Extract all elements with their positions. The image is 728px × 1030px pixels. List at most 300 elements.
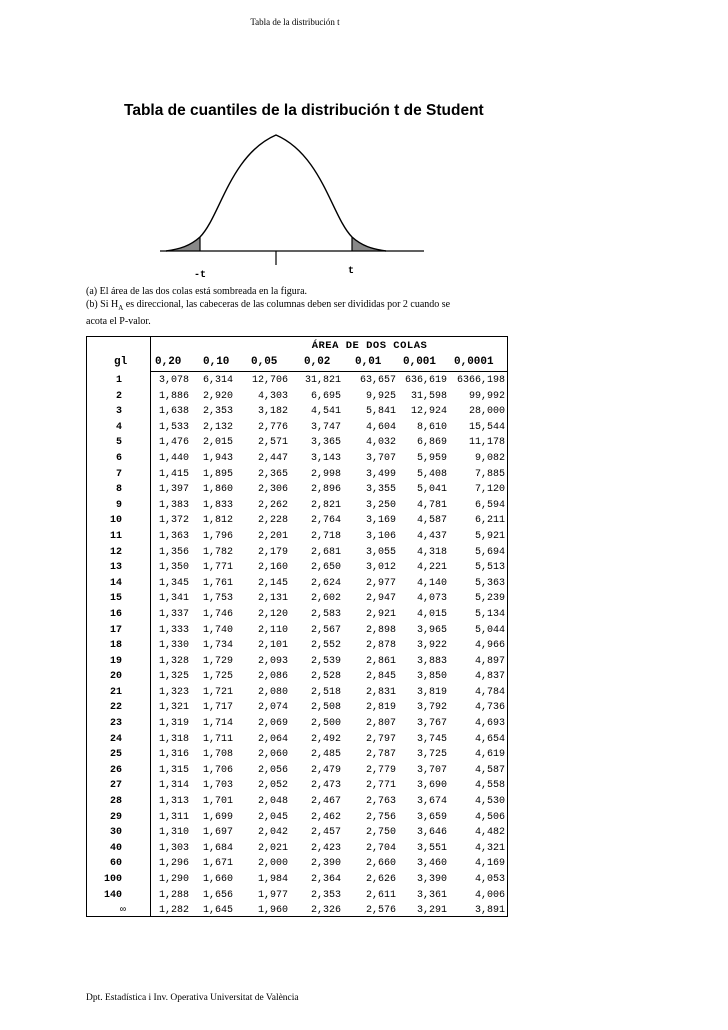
table-header-row [87, 356, 507, 371]
header-col-0: 0,20 [155, 356, 182, 368]
row-gl: 17 [109, 624, 122, 636]
row-value: 1,725 [202, 671, 233, 683]
table-row [87, 841, 507, 857]
row-value: 1,328 [158, 655, 189, 667]
row-value: 4,140 [416, 577, 447, 589]
table-row [87, 763, 507, 779]
row-value: 2,797 [365, 733, 396, 745]
row-value: 2,060 [257, 749, 288, 761]
row-value: 2,120 [257, 608, 288, 620]
left-t-label: -t [194, 270, 207, 281]
row-value: 2,365 [257, 468, 288, 480]
note-b-subscript: A [118, 304, 124, 312]
row-value: 3,361 [416, 889, 447, 901]
table-row [87, 404, 507, 420]
row-value: 1,397 [158, 484, 189, 496]
row-value: 2,473 [310, 780, 341, 792]
row-value: 1,314 [158, 780, 189, 792]
row-value: 2,467 [310, 796, 341, 808]
row-value: 1,319 [158, 718, 189, 730]
right-t-label: t [348, 266, 355, 277]
row-value: 2,861 [365, 655, 396, 667]
table-row [87, 545, 507, 561]
row-gl: 30 [109, 827, 122, 839]
row-value: 4,654 [474, 733, 505, 745]
row-value: 5,239 [474, 593, 505, 605]
row-value: 2,921 [365, 608, 396, 620]
row-value: 4,837 [474, 671, 505, 683]
row-value: 2,326 [310, 905, 341, 917]
row-value: 12,706 [251, 375, 288, 386]
row-value: 3,106 [365, 530, 396, 542]
row-value: 2,000 [257, 858, 288, 870]
row-value: 1,476 [158, 437, 189, 449]
table-row [87, 669, 507, 685]
row-value: 2,898 [365, 624, 396, 636]
row-value: 2,364 [310, 874, 341, 885]
table-row [87, 513, 507, 529]
row-value: 2,764 [310, 515, 341, 527]
row-value: 31,598 [410, 390, 447, 402]
row-value: 2,064 [257, 733, 288, 745]
row-value: 2,086 [257, 671, 288, 683]
row-gl: 18 [109, 640, 122, 652]
row-value: 4,006 [474, 889, 505, 901]
table-row [87, 435, 507, 451]
table-row [87, 732, 507, 748]
row-value: 1,290 [158, 874, 189, 885]
row-value: 2,492 [310, 733, 341, 745]
row-gl: 2 [115, 390, 122, 402]
row-value: 2,704 [365, 842, 396, 854]
row-gl: 27 [109, 780, 122, 792]
row-value: 4,587 [416, 515, 447, 527]
row-value: 1,740 [202, 624, 233, 636]
row-gl: 9 [115, 499, 122, 511]
row-value: 2,080 [257, 686, 288, 698]
row-gl: 40 [109, 842, 122, 854]
row-value: 3,883 [416, 655, 447, 667]
row-value: 2,776 [257, 421, 288, 433]
row-value: 4,303 [257, 390, 288, 402]
left-tail-shade [166, 237, 200, 251]
row-value: 2,756 [365, 811, 396, 823]
row-value: 1,684 [202, 842, 233, 854]
row-value: 2,650 [310, 562, 341, 574]
row-gl: 4 [115, 421, 122, 433]
row-value: 8,610 [416, 421, 447, 433]
table-row [87, 716, 507, 732]
row-value: 4,897 [474, 655, 505, 667]
page-footer: Dpt. Estadística i Inv. Operativa Universitat de València [86, 993, 299, 1003]
row-value: 3,674 [416, 796, 447, 808]
row-value: 5,959 [416, 452, 447, 464]
row-value: 3,390 [416, 874, 447, 885]
table-row [87, 778, 507, 794]
row-value: 1,533 [158, 421, 189, 433]
row-value: 2,763 [365, 796, 396, 808]
row-value: 1,782 [202, 546, 233, 558]
row-value: 1,313 [158, 796, 189, 808]
row-value: 1,315 [158, 764, 189, 776]
row-value: 1,671 [202, 858, 233, 870]
t-quantile-table [86, 336, 508, 917]
row-value: 1,656 [202, 889, 233, 901]
table-row [87, 451, 507, 467]
table-row [87, 888, 507, 904]
row-value: 6,594 [474, 499, 505, 511]
row-value: 3,922 [416, 640, 447, 652]
row-value: 31,821 [304, 375, 341, 386]
row-value: 2,045 [257, 811, 288, 823]
row-value: 1,323 [158, 686, 189, 698]
row-value: 5,044 [474, 624, 505, 636]
row-value: 12,924 [410, 406, 447, 418]
row-value: 4,604 [365, 421, 396, 433]
row-value: 4,318 [416, 546, 447, 558]
row-value: 1,703 [202, 780, 233, 792]
row-value: 2,819 [365, 702, 396, 714]
row-value: 1,363 [158, 530, 189, 542]
row-value: 1,746 [202, 608, 233, 620]
table-row [87, 560, 507, 576]
row-value: 1,943 [202, 452, 233, 464]
row-value: 2,552 [310, 640, 341, 652]
row-value: 9,925 [365, 390, 396, 402]
row-value: 2,052 [257, 780, 288, 792]
row-value: 2,069 [257, 718, 288, 730]
row-gl: 23 [109, 718, 122, 730]
row-value: 3,891 [474, 905, 505, 917]
row-gl: 24 [109, 733, 122, 745]
row-value: 2,485 [310, 749, 341, 761]
notes [86, 285, 526, 328]
row-gl: 60 [109, 858, 122, 870]
row-value: 2,611 [365, 889, 396, 901]
table-row [87, 903, 507, 919]
row-value: 15,544 [468, 421, 505, 433]
row-value: 2,423 [310, 842, 341, 854]
row-value: 4,587 [474, 764, 505, 776]
table-row [87, 576, 507, 592]
row-value: 1,729 [202, 655, 233, 667]
row-gl: 20 [109, 671, 122, 683]
note-a: (a) El área de las dos colas está sombreada en la figura. [86, 286, 308, 297]
row-value: 2,015 [202, 437, 233, 449]
row-value: 11,178 [468, 437, 505, 449]
row-value: 2,571 [257, 437, 288, 449]
density-curve [166, 135, 386, 251]
row-value: 3,707 [416, 764, 447, 776]
row-value: 1,311 [158, 811, 189, 823]
row-gl: 15 [109, 593, 122, 605]
row-value: 3,355 [365, 484, 396, 496]
table-caption: ÁREA DE DOS COLAS [311, 340, 428, 352]
row-value: 1,753 [202, 593, 233, 605]
row-value: 6,695 [310, 390, 341, 402]
row-value: 1,316 [158, 749, 189, 761]
header-col-6: 0,0001 [454, 356, 494, 368]
row-value: 1,796 [202, 530, 233, 542]
row-value: 4,541 [310, 406, 341, 418]
table-row [87, 856, 507, 872]
note-c: acota el P-valor. [86, 316, 151, 327]
row-value: 3,499 [365, 468, 396, 480]
row-gl: 28 [109, 796, 122, 808]
row-value: 2,771 [365, 780, 396, 792]
table-row [87, 825, 507, 841]
right-tail-shade [352, 237, 386, 251]
row-value: 7,885 [474, 468, 505, 480]
header-col-2: 0,05 [251, 356, 278, 368]
row-value: 4,693 [474, 718, 505, 730]
row-value: 2,681 [310, 546, 341, 558]
row-value: 2,567 [310, 624, 341, 636]
row-value: 3,745 [416, 733, 447, 745]
row-value: 1,288 [158, 889, 189, 901]
row-value: 4,321 [474, 842, 505, 854]
row-value: 2,750 [365, 827, 396, 839]
row-value: 3,965 [416, 624, 447, 636]
row-value: 2,353 [310, 889, 341, 901]
row-value: 1,711 [202, 733, 233, 745]
row-value: 3,792 [416, 702, 447, 714]
row-value: 1,310 [158, 827, 189, 839]
row-value: 4,736 [474, 702, 505, 714]
row-value: 2,101 [257, 640, 288, 652]
table-row [87, 872, 507, 888]
table-row [87, 638, 507, 654]
row-value: 1,717 [202, 702, 233, 714]
row-value: 2,048 [257, 796, 288, 808]
row-value: 6366,198 [456, 375, 505, 386]
row-value: 2,528 [310, 671, 341, 683]
row-value: 63,657 [359, 375, 396, 386]
row-value: 3,747 [310, 421, 341, 433]
row-value: 2,920 [202, 390, 233, 402]
row-value: 1,701 [202, 796, 233, 808]
page-title: Tabla de cuantiles de la distribución t de Student [124, 102, 484, 119]
header-col-3: 0,02 [304, 356, 331, 368]
row-value: 3,012 [365, 562, 396, 574]
row-value: 2,624 [310, 577, 341, 589]
table-body [87, 373, 507, 919]
row-gl: ∞ [119, 905, 126, 917]
row-value: 2,042 [257, 827, 288, 839]
row-gl: 29 [109, 811, 122, 823]
row-value: 2,998 [310, 468, 341, 480]
row-value: 2,718 [310, 530, 341, 542]
row-value: 2,262 [257, 499, 288, 511]
row-value: 2,131 [257, 593, 288, 605]
row-value: 2,896 [310, 484, 341, 496]
row-gl: 100 [103, 874, 122, 885]
header-col-5: 0,001 [403, 356, 437, 368]
row-value: 2,457 [310, 827, 341, 839]
row-value: 3,707 [365, 452, 396, 464]
row-value: 1,697 [202, 827, 233, 839]
row-gl: 10 [109, 515, 122, 527]
row-value: 99,992 [468, 390, 505, 402]
table-row [87, 420, 507, 436]
row-value: 2,179 [257, 546, 288, 558]
row-value: 3,646 [416, 827, 447, 839]
row-value: 5,134 [474, 608, 505, 620]
row-value: 3,055 [365, 546, 396, 558]
row-value: 4,437 [416, 530, 447, 542]
row-value: 1,341 [158, 593, 189, 605]
row-value: 2,056 [257, 764, 288, 776]
table-row [87, 482, 507, 498]
row-value: 1,706 [202, 764, 233, 776]
row-value: 4,619 [474, 749, 505, 761]
row-gl: 5 [115, 437, 122, 449]
table-row [87, 654, 507, 670]
row-gl: 26 [109, 764, 122, 776]
row-value: 2,145 [257, 577, 288, 589]
row-value: 5,694 [474, 546, 505, 558]
row-value: 4,221 [416, 562, 447, 574]
row-value: 5,408 [416, 468, 447, 480]
row-value: 1,645 [202, 905, 233, 917]
row-value: 3,551 [416, 842, 447, 854]
row-value: 3,143 [310, 452, 341, 464]
row-value: 4,506 [474, 811, 505, 823]
row-value: 3,182 [257, 406, 288, 418]
row-value: 1,356 [158, 546, 189, 558]
row-value: 5,513 [474, 562, 505, 574]
row-gl: 6 [115, 452, 122, 464]
row-value: 6,869 [416, 437, 447, 449]
row-value: 9,082 [474, 452, 505, 464]
row-gl: 25 [109, 749, 122, 761]
row-value: 1,984 [257, 874, 288, 885]
table-row [87, 389, 507, 405]
row-value: 2,479 [310, 764, 341, 776]
table-row [87, 467, 507, 483]
row-value: 1,977 [257, 889, 288, 901]
row-value: 4,053 [474, 874, 505, 885]
row-gl: 21 [109, 686, 122, 698]
row-value: 2,845 [365, 671, 396, 683]
row-value: 2,462 [310, 811, 341, 823]
row-value: 2,807 [365, 718, 396, 730]
row-value: 6,211 [474, 515, 505, 527]
row-value: 3,365 [310, 437, 341, 449]
row-value: 3,725 [416, 749, 447, 761]
table-row [87, 685, 507, 701]
row-value: 5,921 [474, 530, 505, 542]
row-gl: 22 [109, 702, 122, 714]
row-gl: 11 [109, 530, 122, 542]
row-value: 1,345 [158, 577, 189, 589]
row-value: 3,819 [416, 686, 447, 698]
row-value: 3,250 [365, 499, 396, 511]
bell-curve-diagram [152, 125, 432, 285]
row-value: 2,602 [310, 593, 341, 605]
row-value: 2,539 [310, 655, 341, 667]
row-value: 2,626 [365, 874, 396, 885]
row-value: 2,947 [365, 593, 396, 605]
row-value: 4,032 [365, 437, 396, 449]
row-value: 1,321 [158, 702, 189, 714]
row-value: 5,363 [474, 577, 505, 589]
row-gl: 12 [109, 546, 122, 558]
row-value: 3,169 [365, 515, 396, 527]
page-header: Tabla de la distribución t [250, 17, 340, 27]
row-value: 4,966 [474, 640, 505, 652]
row-value: 6,314 [202, 375, 233, 386]
row-value: 3,659 [416, 811, 447, 823]
row-value: 2,160 [257, 562, 288, 574]
row-value: 5,841 [365, 406, 396, 418]
table-row [87, 810, 507, 826]
row-value: 1,330 [158, 640, 189, 652]
header-gl: gl [114, 356, 128, 368]
row-value: 2,508 [310, 702, 341, 714]
row-value: 4,530 [474, 796, 505, 808]
t-distribution-figure [152, 125, 432, 285]
table-row [87, 529, 507, 545]
row-value: 2,074 [257, 702, 288, 714]
row-value: 1,812 [202, 515, 233, 527]
row-value: 1,303 [158, 842, 189, 854]
note-b-suffix: es direccional, las cabeceras de las columnas deben ser divididas por 2 cuando se [123, 299, 451, 310]
table-row [87, 373, 507, 389]
row-value: 2,576 [365, 905, 396, 917]
row-value: 1,296 [158, 858, 189, 870]
row-value: 1,440 [158, 452, 189, 464]
row-gl: 8 [115, 484, 122, 496]
row-value: 1,886 [158, 390, 189, 402]
row-value: 2,447 [257, 452, 288, 464]
row-value: 2,583 [310, 608, 341, 620]
row-value: 2,306 [257, 484, 288, 496]
row-value: 1,638 [158, 406, 189, 418]
row-value: 2,831 [365, 686, 396, 698]
row-value: 4,781 [416, 499, 447, 511]
row-value: 1,372 [158, 515, 189, 527]
row-value: 1,660 [202, 874, 233, 885]
note-b [86, 298, 526, 315]
row-gl: 1 [115, 375, 122, 386]
row-value: 7,120 [474, 484, 505, 496]
table-row [87, 498, 507, 514]
row-value: 1,333 [158, 624, 189, 636]
table-row [87, 747, 507, 763]
row-value: 1,833 [202, 499, 233, 511]
row-value: 1,734 [202, 640, 233, 652]
row-gl: 7 [115, 468, 122, 480]
row-value: 2,977 [365, 577, 396, 589]
row-value: 2,660 [365, 858, 396, 870]
table-header-divider [150, 371, 507, 372]
row-value: 1,337 [158, 608, 189, 620]
row-value: 1,325 [158, 671, 189, 683]
row-value: 4,784 [474, 686, 505, 698]
row-value: 3,460 [416, 858, 447, 870]
row-value: 4,015 [416, 608, 447, 620]
row-value: 2,132 [202, 421, 233, 433]
row-gl: 19 [109, 655, 122, 667]
row-value: 3,767 [416, 718, 447, 730]
row-value: 2,779 [365, 764, 396, 776]
row-value: 1,699 [202, 811, 233, 823]
row-value: 1,721 [202, 686, 233, 698]
row-value: 2,787 [365, 749, 396, 761]
row-value: 3,078 [158, 375, 189, 386]
table-row [87, 607, 507, 623]
